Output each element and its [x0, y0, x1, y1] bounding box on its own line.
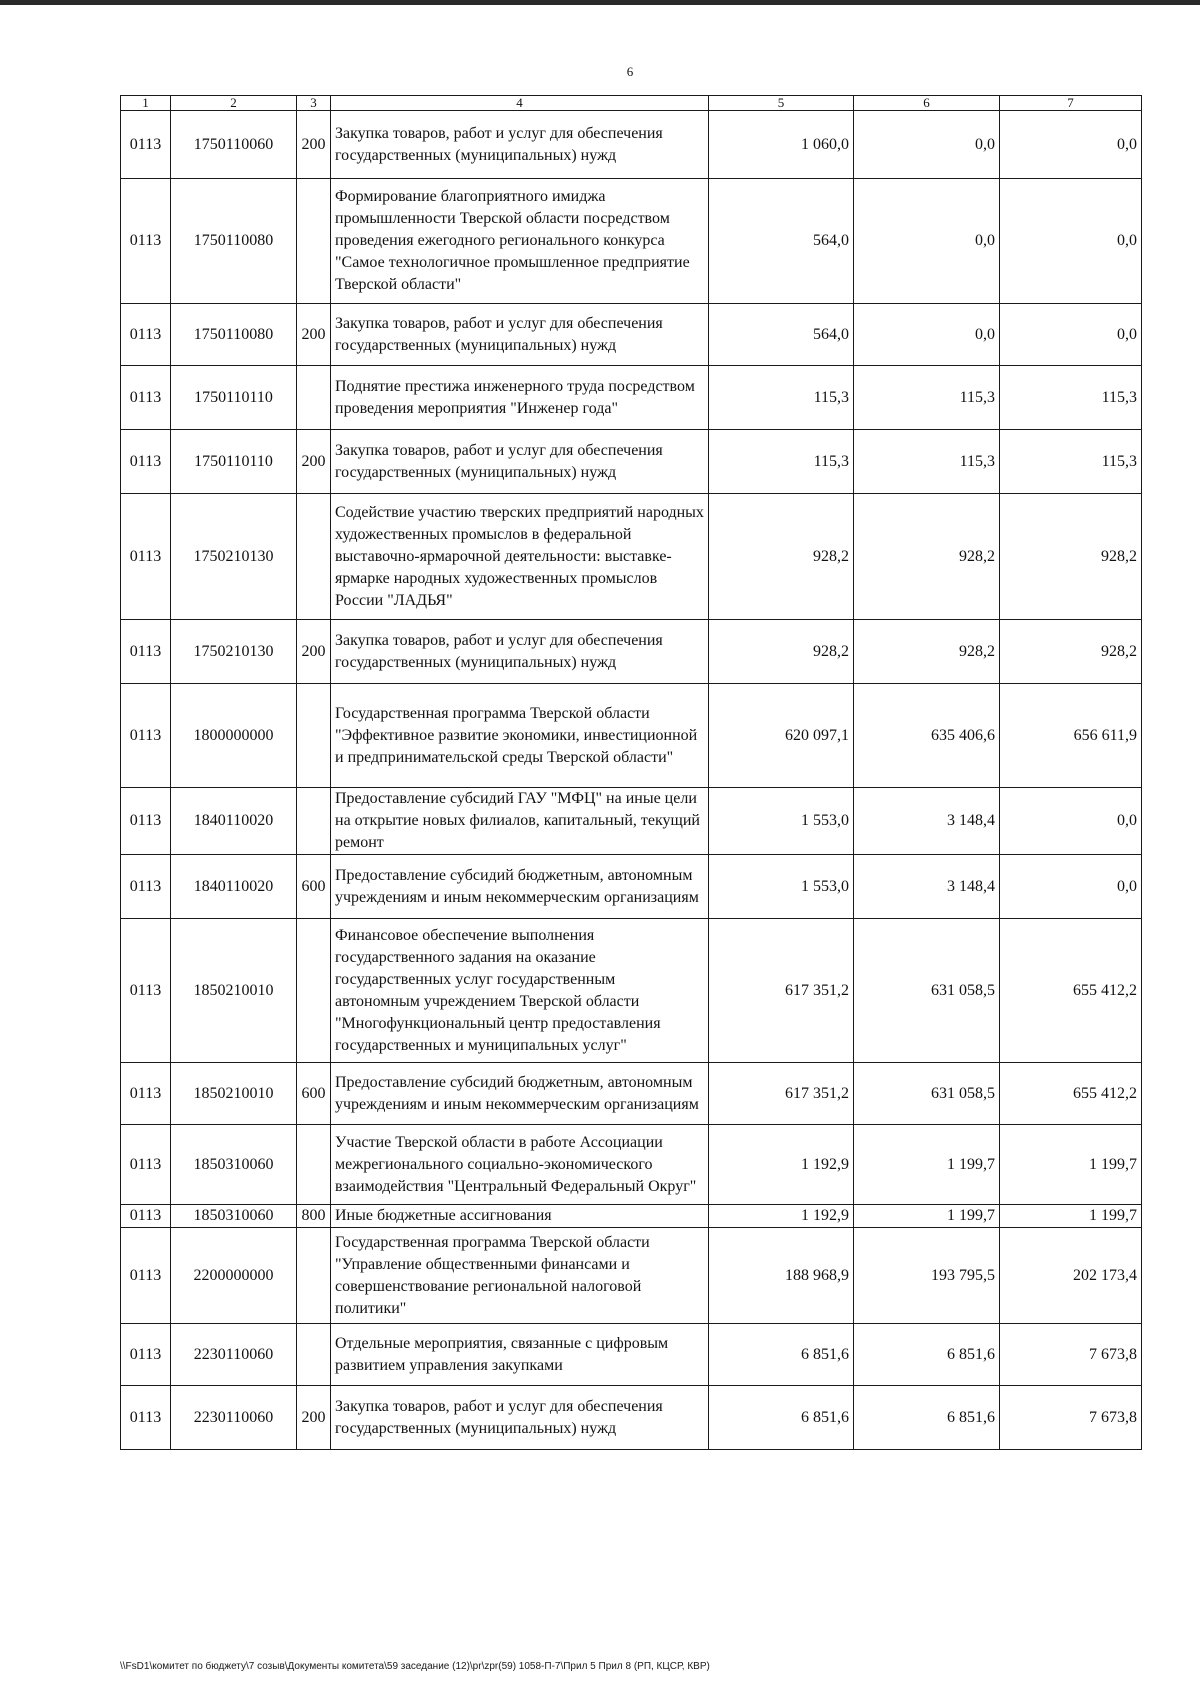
amount-col5-cell: 115,3 — [709, 430, 854, 494]
amount-col5-cell: 564,0 — [709, 179, 854, 304]
table-row — [121, 494, 1142, 620]
amount-col6-cell: 928,2 — [854, 494, 1000, 620]
amount-col6-cell: 631 058,5 — [854, 1063, 1000, 1125]
table-row — [121, 304, 1142, 366]
expense-type-code-cell: 200 — [297, 111, 331, 179]
target-article-code-cell: 1840110020 — [171, 788, 297, 855]
section-code-cell: 0113 — [121, 620, 171, 684]
amount-col7-cell: 655 412,2 — [1000, 919, 1142, 1063]
section-code-cell: 0113 — [121, 1063, 171, 1125]
amount-col7-cell: 0,0 — [1000, 788, 1142, 855]
target-article-code-cell: 2230110060 — [171, 1324, 297, 1386]
amount-col5-cell: 1 192,9 — [709, 1205, 854, 1228]
budget-table — [120, 95, 1142, 1450]
expense-type-code-cell — [297, 366, 331, 430]
description-cell: Отдельные мероприятия, связанные с цифровым развитием управления закупками — [331, 1324, 709, 1386]
description-cell: Закупка товаров, работ и услуг для обеспечения государственных (муниципальных) нужд — [331, 430, 709, 494]
amount-col6-cell: 0,0 — [854, 111, 1000, 179]
expense-type-code-cell — [297, 1324, 331, 1386]
expense-type-code-cell — [297, 1228, 331, 1324]
amount-col6-cell: 635 406,6 — [854, 684, 1000, 788]
target-article-code-cell: 1800000000 — [171, 684, 297, 788]
target-article-code-cell: 1850210010 — [171, 1063, 297, 1125]
description-cell: Закупка товаров, работ и услуг для обеспечения государственных (муниципальных) нужд — [331, 1386, 709, 1450]
description-cell: Закупка товаров, работ и услуг для обеспечения государственных (муниципальных) нужд — [331, 304, 709, 366]
description-cell: Предоставление субсидий ГАУ "МФЦ" на иные цели на открытие новых филиалов, капитальный, текущий ремонт — [331, 788, 709, 855]
table-row — [121, 1125, 1142, 1205]
footer-file-path: \\FsD1\комитет по бюджету\7 созыв\Документы комитета\59 заседание (12)\pr\zpr(59) 1058-П-7\Прил 5 Прил 8 (РП, КЦСР, КВР) — [120, 1661, 710, 1672]
expense-type-code-cell: 600 — [297, 855, 331, 919]
section-code-cell: 0113 — [121, 919, 171, 1063]
target-article-code-cell: 1850310060 — [171, 1205, 297, 1228]
expense-type-code-cell — [297, 1125, 331, 1205]
expense-type-code-cell: 600 — [297, 1063, 331, 1125]
section-code-cell: 0113 — [121, 1205, 171, 1228]
top-border-line — [0, 0, 1200, 5]
section-code-cell: 0113 — [121, 494, 171, 620]
table-row — [121, 1228, 1142, 1324]
description-cell: Предоставление субсидий бюджетным, автономным учреждениям и иным некоммерческим организациям — [331, 1063, 709, 1125]
amount-col5-cell: 564,0 — [709, 304, 854, 366]
expense-type-code-cell — [297, 684, 331, 788]
description-cell: Формирование благоприятного имиджа промышленности Тверской области посредством проведения ежегодного регионального конкурса "Самое технологичное промышленное предприятие Тверской области" — [331, 179, 709, 304]
expense-type-code-cell: 200 — [297, 620, 331, 684]
amount-col7-cell: 928,2 — [1000, 620, 1142, 684]
amount-col5-cell: 188 968,9 — [709, 1228, 854, 1324]
target-article-code-cell: 1840110020 — [171, 855, 297, 919]
table-row — [121, 620, 1142, 684]
target-article-code-cell: 1750110110 — [171, 430, 297, 494]
description-cell: Поднятие престижа инженерного труда посредством проведения мероприятия "Инженер года" — [331, 366, 709, 430]
table-row — [121, 684, 1142, 788]
description-cell: Иные бюджетные ассигнования — [331, 1205, 709, 1228]
amount-col5-cell: 617 351,2 — [709, 1063, 854, 1125]
amount-col5-cell: 1 553,0 — [709, 788, 854, 855]
table-row — [121, 1386, 1142, 1450]
amount-col7-cell: 0,0 — [1000, 179, 1142, 304]
target-article-code-cell: 2200000000 — [171, 1228, 297, 1324]
amount-col7-cell: 202 173,4 — [1000, 1228, 1142, 1324]
amount-col7-cell: 0,0 — [1000, 111, 1142, 179]
expense-type-code-cell — [297, 179, 331, 304]
amount-col6-cell: 0,0 — [854, 304, 1000, 366]
amount-col7-cell: 7 673,8 — [1000, 1386, 1142, 1450]
description-cell: Закупка товаров, работ и услуг для обеспечения государственных (муниципальных) нужд — [331, 111, 709, 179]
expense-type-code-cell: 800 — [297, 1205, 331, 1228]
amount-col7-cell: 655 412,2 — [1000, 1063, 1142, 1125]
section-code-cell: 0113 — [121, 788, 171, 855]
table-row — [121, 1205, 1142, 1228]
page-number: 6 — [626, 64, 634, 79]
expense-type-code-cell — [297, 494, 331, 620]
section-code-cell: 0113 — [121, 366, 171, 430]
amount-col7-cell: 0,0 — [1000, 855, 1142, 919]
amount-col6-cell: 115,3 — [854, 430, 1000, 494]
section-code-cell: 0113 — [121, 1228, 171, 1324]
section-code-cell: 0113 — [121, 855, 171, 919]
amount-col6-cell: 631 058,5 — [854, 919, 1000, 1063]
section-code-cell: 0113 — [121, 430, 171, 494]
section-code-cell: 0113 — [121, 1386, 171, 1450]
amount-col7-cell: 656 611,9 — [1000, 684, 1142, 788]
amount-col6-cell: 6 851,6 — [854, 1386, 1000, 1450]
target-article-code-cell: 1750210130 — [171, 620, 297, 684]
section-code-cell: 0113 — [121, 684, 171, 788]
amount-col6-cell: 3 148,4 — [854, 855, 1000, 919]
amount-col6-cell: 6 851,6 — [854, 1324, 1000, 1386]
description-cell: Государственная программа Тверской области "Эффективное развитие экономики, инвестиционной и предпринимательской среды Тверской области" — [331, 684, 709, 788]
header-cell-2: 2 — [171, 96, 297, 111]
amount-col6-cell: 0,0 — [854, 179, 1000, 304]
table-row — [121, 1063, 1142, 1125]
description-cell: Предоставление субсидий бюджетным, автономным учреждениям и иным некоммерческим организациям — [331, 855, 709, 919]
amount-col5-cell: 928,2 — [709, 620, 854, 684]
header-cell-5: 5 — [709, 96, 854, 111]
amount-col7-cell: 0,0 — [1000, 304, 1142, 366]
header-cell-7: 7 — [1000, 96, 1142, 111]
amount-col5-cell: 1 060,0 — [709, 111, 854, 179]
amount-col7-cell: 1 199,7 — [1000, 1205, 1142, 1228]
amount-col6-cell: 3 148,4 — [854, 788, 1000, 855]
table-row — [121, 179, 1142, 304]
expense-type-code-cell: 200 — [297, 304, 331, 366]
header-cell-4: 4 — [331, 96, 709, 111]
expense-type-code-cell — [297, 788, 331, 855]
header-cell-1: 1 — [121, 96, 171, 111]
description-cell: Государственная программа Тверской области "Управление общественными финансами и совершенствование региональной налоговой политики" — [331, 1228, 709, 1324]
description-cell: Закупка товаров, работ и услуг для обеспечения государственных (муниципальных) нужд — [331, 620, 709, 684]
amount-col5-cell: 6 851,6 — [709, 1324, 854, 1386]
amount-col5-cell: 115,3 — [709, 366, 854, 430]
amount-col6-cell: 928,2 — [854, 620, 1000, 684]
table-row — [121, 855, 1142, 919]
table-row — [121, 1324, 1142, 1386]
header-cell-6: 6 — [854, 96, 1000, 111]
table-row — [121, 788, 1142, 855]
table-row — [121, 111, 1142, 179]
target-article-code-cell: 1750110080 — [171, 304, 297, 366]
amount-col5-cell: 6 851,6 — [709, 1386, 854, 1450]
expense-type-code-cell — [297, 919, 331, 1063]
amount-col6-cell: 1 199,7 — [854, 1205, 1000, 1228]
amount-col7-cell: 115,3 — [1000, 430, 1142, 494]
section-code-cell: 0113 — [121, 1125, 171, 1205]
target-article-code-cell: 1750110060 — [171, 111, 297, 179]
target-article-code-cell: 1850210010 — [171, 919, 297, 1063]
target-article-code-cell: 2230110060 — [171, 1386, 297, 1450]
amount-col7-cell: 7 673,8 — [1000, 1324, 1142, 1386]
description-cell: Участие Тверской области в работе Ассоциации межрегионального социально-экономического взаимодействия "Центральный Федеральный Округ" — [331, 1125, 709, 1205]
amount-col5-cell: 617 351,2 — [709, 919, 854, 1063]
target-article-code-cell: 1750110080 — [171, 179, 297, 304]
section-code-cell: 0113 — [121, 304, 171, 366]
table-row — [121, 366, 1142, 430]
amount-col6-cell: 193 795,5 — [854, 1228, 1000, 1324]
description-cell: Финансовое обеспечение выполнения государственного задания на оказание государственных услуг государственным автономным учреждением Тверской области "Многофункциональный центр предоставления государственных и муниципальных услуг" — [331, 919, 709, 1063]
amount-col7-cell: 1 199,7 — [1000, 1125, 1142, 1205]
amount-col6-cell: 115,3 — [854, 366, 1000, 430]
expense-type-code-cell: 200 — [297, 430, 331, 494]
target-article-code-cell: 1750210130 — [171, 494, 297, 620]
section-code-cell: 0113 — [121, 111, 171, 179]
amount-col5-cell: 928,2 — [709, 494, 854, 620]
section-code-cell: 0113 — [121, 1324, 171, 1386]
amount-col5-cell: 1 192,9 — [709, 1125, 854, 1205]
target-article-code-cell: 1750110110 — [171, 366, 297, 430]
amount-col5-cell: 620 097,1 — [709, 684, 854, 788]
target-article-code-cell: 1850310060 — [171, 1125, 297, 1205]
description-cell: Содействие участию тверских предприятий народных художественных промыслов в федеральной выставочно-ярмарочной деятельности: выставке-ярмарке народных художественных промыслов России "ЛАДЬЯ" — [331, 494, 709, 620]
header-row — [121, 96, 1142, 111]
amount-col7-cell: 115,3 — [1000, 366, 1142, 430]
amount-col6-cell: 1 199,7 — [854, 1125, 1000, 1205]
amount-col5-cell: 1 553,0 — [709, 855, 854, 919]
expense-type-code-cell: 200 — [297, 1386, 331, 1450]
amount-col7-cell: 928,2 — [1000, 494, 1142, 620]
table-body — [121, 111, 1142, 1450]
table-row — [121, 430, 1142, 494]
header-cell-3: 3 — [297, 96, 331, 111]
section-code-cell: 0113 — [121, 179, 171, 304]
table-row — [121, 919, 1142, 1063]
